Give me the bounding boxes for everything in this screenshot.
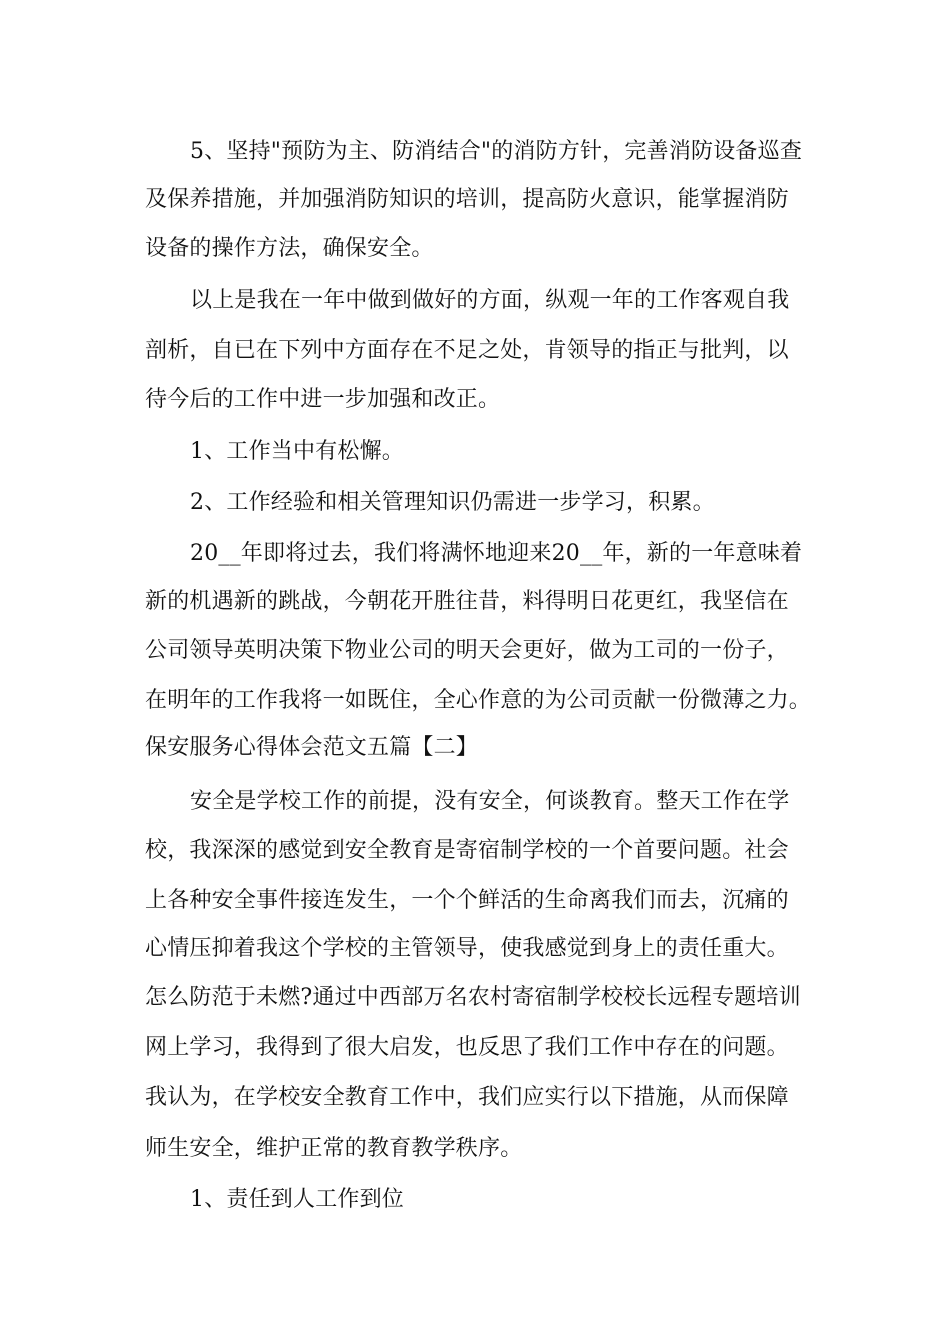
safety-line-6: 网上学习，我得到了很大启发，也反思了我们工作中存在的问题。 [145,1035,789,1060]
safety-line-3: 上各种安全事件接连发生，一个个鲜活的生命离我们而去，沉痛的 [145,888,789,913]
outlook-line-1: 20__年即将过去，我们将满怀地迎来20__年，新的一年意味着 [190,541,803,566]
section-heading: 保安服务心得体会范文五篇【二】 [145,735,479,760]
shortcoming-item-1: 1、工作当中有松懈。 [190,439,404,464]
summary-line-2: 剖析，自已在下列中方面存在不足之处，肯领导的指正与批判，以 [145,338,789,363]
safety-line-7: 我认为，在学校安全教育工作中，我们应实行以下措施，从而保障 [145,1085,789,1110]
summary-line-1: 以上是我在一年中做到做好的方面，纵观一年的工作客观自我 [190,288,790,313]
summary-line-3: 待今后的工作中进一步加强和改正。 [145,387,501,412]
safety-line-8: 师生安全，维护正常的教育教学秩序。 [145,1136,523,1161]
safety-line-4: 心情压抑着我这个学校的主管领导，使我感觉到身上的责任重大。 [145,936,789,961]
outlook-line-3: 公司领导英明决策下物业公司的明天会更好，做为工司的一份子， [145,638,789,663]
outlook-line-4: 在明年的工作我将一如既住，全心作意的为公司贡献一份微薄之力。 [145,688,812,713]
safety-line-5: 怎么防范于未燃?通过中西部万名农村寄宿制学校校长远程专题培训 [145,985,801,1010]
paragraph-5-line-2: 及保养措施，并加强消防知识的培训，提高防火意识，能掌握消防 [145,187,789,212]
shortcoming-item-2: 2、工作经验和相关管理知识仍需进一步学习，积累。 [190,490,715,515]
measure-item-1: 1、责任到人工作到位 [190,1187,404,1212]
safety-line-1: 安全是学校工作的前提，没有安全，何谈教育。整天工作在学 [190,789,790,814]
safety-line-2: 校，我深深的感觉到安全教育是寄宿制学校的一个首要问题。社会 [145,838,789,863]
outlook-line-2: 新的机遇新的跳战，今朝花开胜往昔，料得明日花更红，我坚信在 [145,589,789,614]
paragraph-5-line-3: 设备的操作方法，确保安全。 [145,236,434,261]
paragraph-5-line-1: 5、坚持"预防为主、防消结合"的消防方针，完善消防设备巡查 [190,139,803,164]
